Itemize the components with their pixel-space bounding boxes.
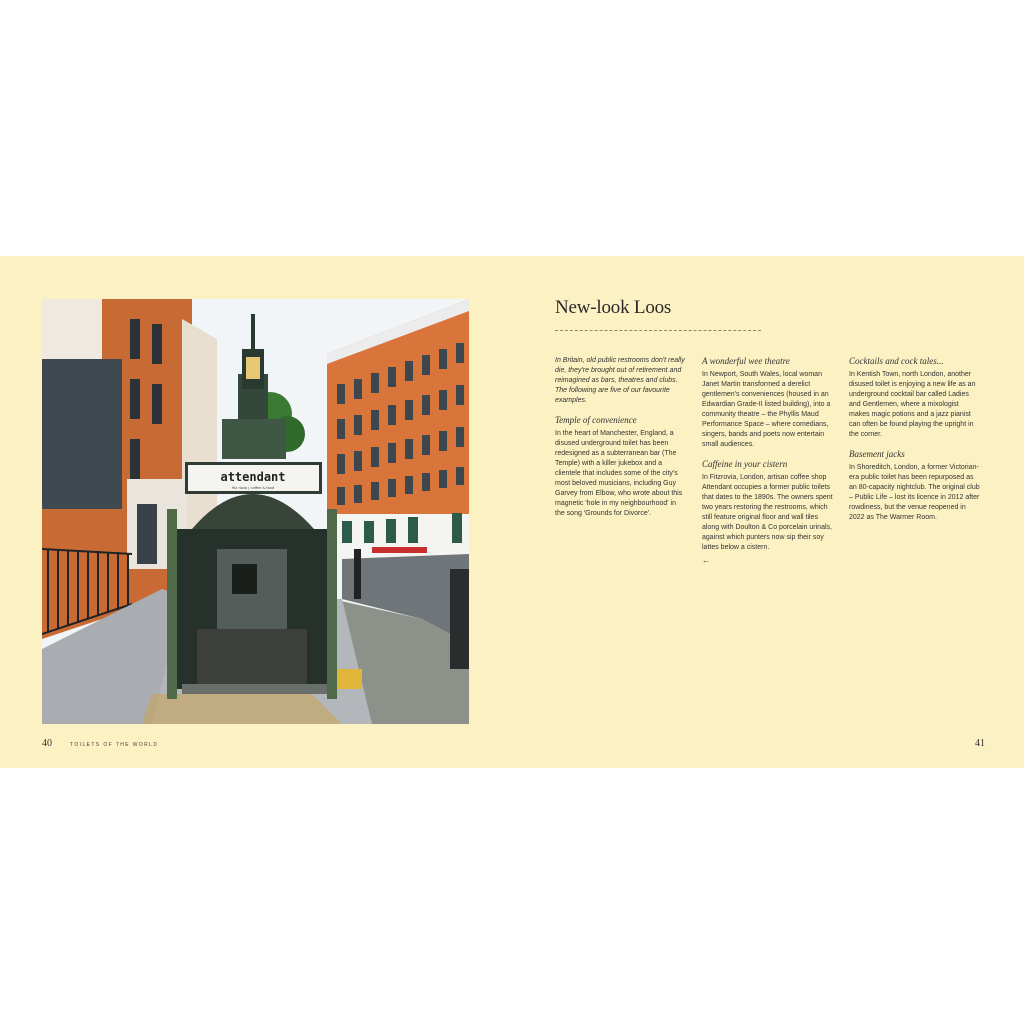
continue-arrow-icon: ←	[702, 556, 710, 565]
text-column-1	[555, 356, 687, 528]
street-photo	[42, 299, 469, 724]
running-head: TOILETS OF THE WORLD	[70, 742, 159, 748]
sign-sub: fitz rovia | coffee & food	[231, 486, 275, 490]
section-heading: Caffeine in your cistern	[702, 459, 788, 469]
section-body: In Kentish Town, north London, another disused toilet is enjoying a new life as an underground cocktail bar called Ladies and Gentlemen, where a mixologist makes magic potions and a jazz pianist can often be found playing the upright in the corner.	[849, 371, 976, 438]
section-body: In Newport, South Wales, local woman Janet Martin transformed a derelict gentlemen's conveniences (housed in an Edwardian Grade-II listed building), into a community theatre – the Phyllis Maud Performance Space – where comedians, singers, bands and poets now entertain small audiences.	[702, 371, 831, 448]
title-divider	[555, 330, 761, 331]
section-body: In the heart of Manchester, England, a disused underground toilet has been redesigned as a subterranean bar (The Temple) with a killer jukebox and a clientele that includes some of the city's most beloved musicians, including Guy Garvey from Elbow, who wrote about this magnetic 'hole in my neighbourhood' in the song 'Grounds for Divorce'.	[555, 430, 683, 517]
sign-name: attendant	[220, 470, 286, 484]
book-spread	[0, 256, 1024, 768]
section-heading: Temple of convenience	[555, 415, 637, 425]
section-heading: Basement jacks	[849, 449, 905, 459]
section-heading: Cocktails and cock tales...	[849, 356, 944, 366]
section-body: In Fitzrovia, London, artisan coffee shop Attendant occupies a former public toilets that dates to the 1890s. The owners spent two years restoring the restrooms, which still feature original floor and wall tiles along with Doulton & Co porcelain urinals, against which punters now sip their soy lattes below a cistern.	[702, 474, 833, 551]
text-column-3	[849, 356, 981, 532]
section-heading: A wonderful wee theatre	[702, 356, 790, 366]
right-page-number: 41	[975, 738, 985, 749]
section-body: In Shoreditch, London, a former Victorian-era public toilet has been repurposed as an 80-capacity nightclub. The original club – Public Life – lost its licence in 2012 after rowdiness, but the venue reopened in 2022 as The Warmer Room.	[849, 464, 980, 521]
intro-paragraph: In Britain, old public restrooms don't really die, they're brought out of retirement and reimagined as bars, theatres and clubs. The following are five of our favourite examples.	[555, 357, 685, 404]
text-column-2	[702, 356, 834, 566]
article-title: New-look Loos	[555, 297, 672, 318]
left-page-number: 40	[42, 738, 52, 749]
